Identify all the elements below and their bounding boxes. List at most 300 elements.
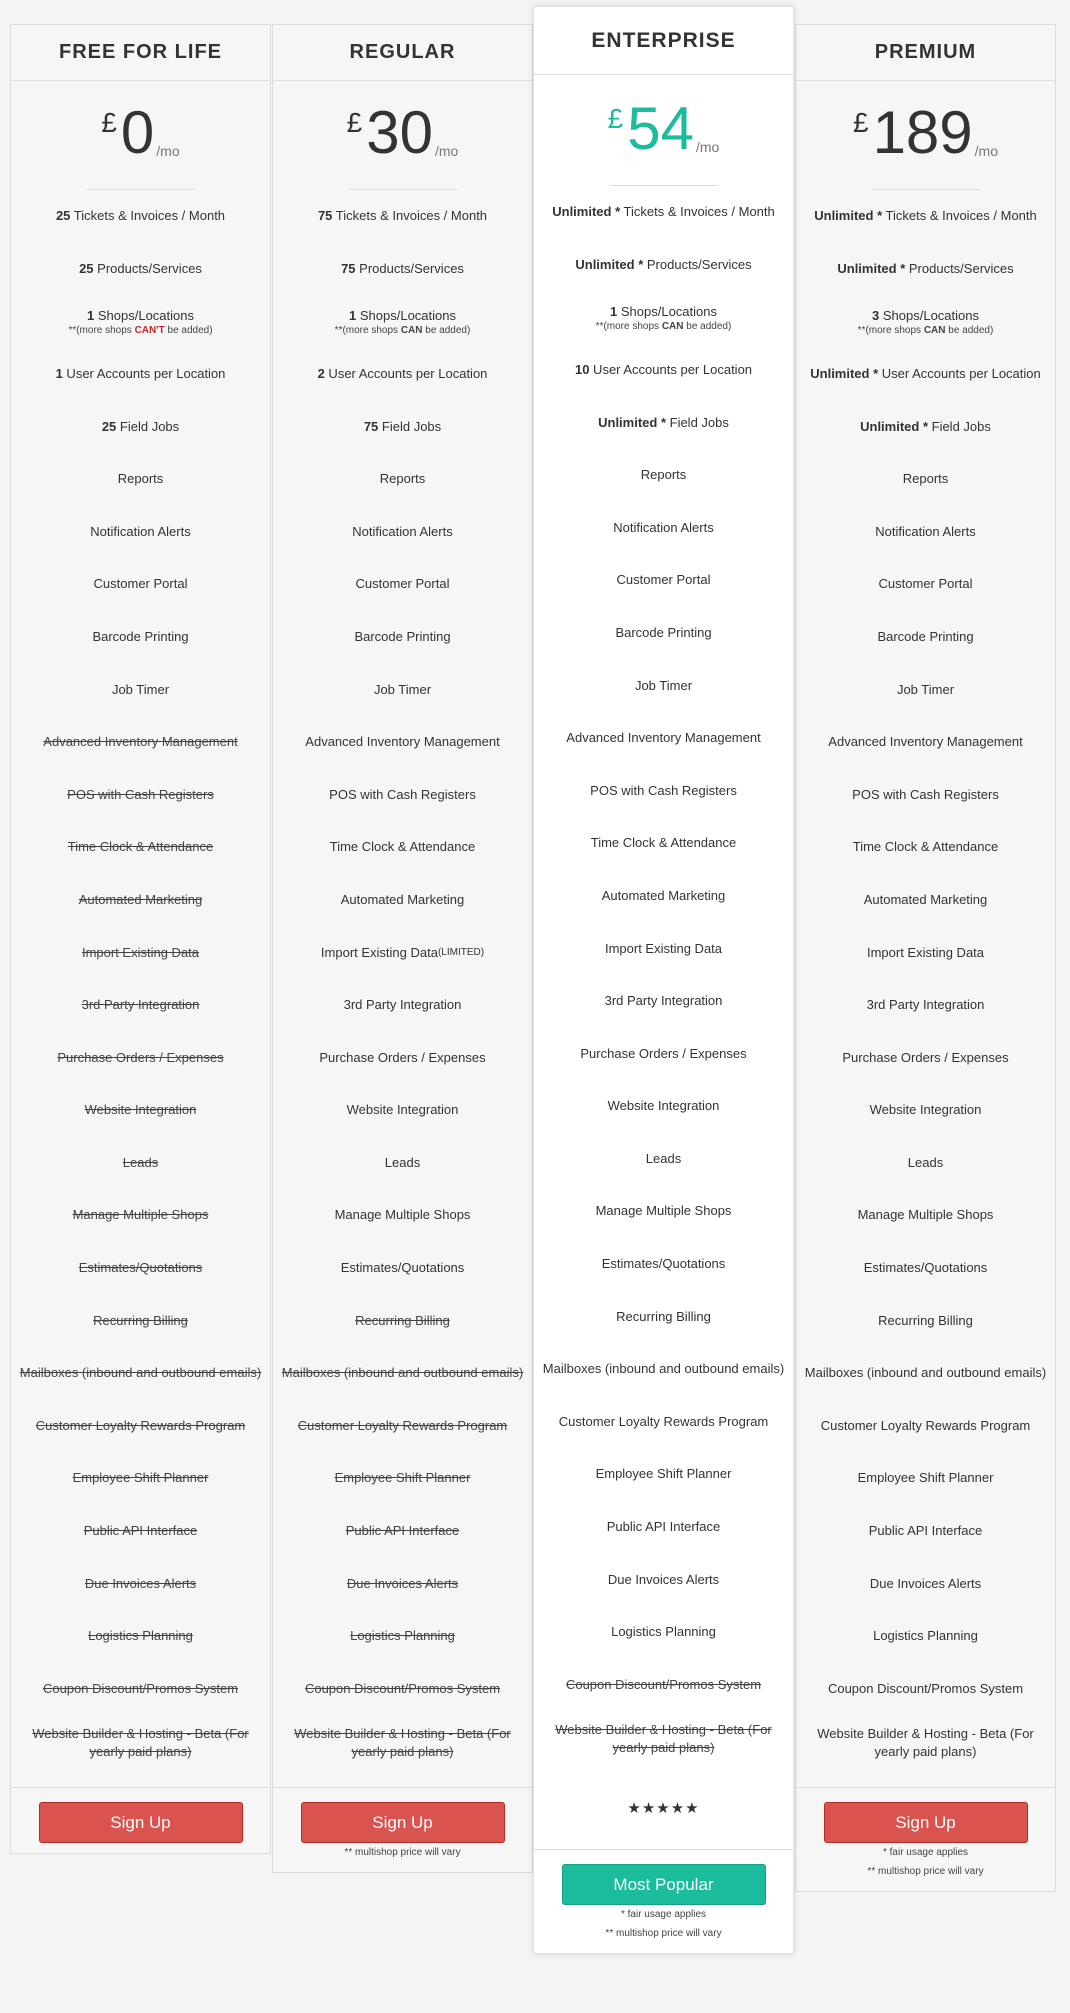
feature-item [534,1133,793,1186]
footnote-fair-usage: ** multishop price will vary [344,1847,461,1859]
feature-item [11,1189,270,1242]
tickets-label: Tickets & Invoices / Month [620,204,775,220]
feature-field-jobs [273,400,532,453]
feature-item [11,506,270,559]
feature-item [11,1663,270,1716]
feature-item [534,1080,793,1133]
feature-item [534,1606,793,1659]
plan-card-free-for-life [10,24,271,1854]
feature-label: Coupon Discount/Promos System [565,1676,762,1692]
feature-item [11,1452,270,1505]
price-amount: 0 [120,99,155,166]
feature-products [273,243,532,296]
feature-label: Website Builder & Hosting - Beta (For yearly paid plans) [294,1726,511,1760]
feature-item [273,1294,532,1347]
feature-field-jobs [796,400,1055,453]
feature-list [796,190,1055,453]
feature-item [534,607,793,660]
feature-label: Reports [379,471,426,487]
tickets-label: Tickets & Invoices / Month [332,208,488,224]
feature-item [796,979,1055,1032]
feature-item [273,663,532,716]
feature-label: Recurring Billing [878,1312,973,1328]
feature-item [534,1501,793,1554]
feature-label: Logistics Planning [350,1628,455,1644]
feature-label: Reports [640,467,687,483]
feature-item [796,1137,1055,1190]
feature-label: Employee Shift Planner [857,1470,994,1486]
plan-price [11,81,270,189]
feature-item [273,1452,532,1505]
feature-item [11,1400,270,1453]
feature-item [11,558,270,611]
feature-label: Employee Shift Planner [595,1466,732,1482]
feature-label: Customer Portal [878,576,973,592]
feature-item [796,1084,1055,1137]
footnote-multishop: ** multishop price will vary [867,1866,984,1878]
feature-item [273,558,532,611]
shops-note: **(more shops CAN be added) [595,321,732,333]
feature-label: Leads [645,1150,682,1166]
feature-label: POS with Cash Registers [852,786,999,802]
feature-item [273,1137,532,1190]
feature-label: Purchase Orders / Expenses [842,1049,1009,1065]
feature-label: Coupon Discount/Promos System [304,1680,501,1696]
feature-item [534,1238,793,1291]
feature-label: Purchase Orders / Expenses [57,1049,224,1065]
shops-count: 1 [87,307,95,323]
price-amount: 189 [872,99,973,166]
feature-item [273,926,532,979]
feature-item [273,1084,532,1137]
plan-footer [11,1787,270,1853]
feature-tickets [534,186,793,239]
signup-button[interactable]: Sign Up [824,1802,1028,1843]
feature-label: Website Integration [869,1102,982,1118]
feature-label: Import Existing Data [604,940,723,956]
feature-label: Due Invoices Alerts [869,1575,982,1591]
feature-item [11,1505,270,1558]
feature-item [796,1294,1055,1347]
users-label: User Accounts per Location [62,365,226,381]
feature-item [796,821,1055,874]
feature-label: Logistics Planning [611,1624,716,1640]
plan-title: PREMIUM [796,25,1055,81]
feature-field-jobs [534,396,793,449]
products-label: Products/Services [93,260,202,276]
feature-item [273,1400,532,1453]
feature-users [796,348,1055,401]
feature-label: Automated Marketing [340,891,465,907]
plan-card-regular [272,24,533,1873]
feature-item [11,1347,270,1400]
products-count: Unlimited * [575,256,644,272]
feature-label: Public API Interface [606,1519,721,1535]
feature-item [534,975,793,1028]
feature-label: Barcode Printing [877,628,974,644]
feature-label: Logistics Planning [873,1628,978,1644]
price-period: /mo [695,139,720,155]
most-popular-button[interactable]: Most Popular [562,1864,766,1905]
products-count: 75 [341,260,356,276]
feature-label: POS with Cash Registers [67,786,214,802]
feature-label: Import Existing Data [320,944,438,960]
feature-item [11,1715,270,1771]
feature-item [534,502,793,555]
feature-item [273,1610,532,1663]
feature-item [796,1347,1055,1400]
feature-label: Barcode Printing [92,628,189,644]
feature-item [796,716,1055,769]
feature-item [534,922,793,975]
feature-label: POS with Cash Registers [329,786,476,802]
feature-item [273,716,532,769]
feature-item [273,453,532,506]
price-currency: £ [101,107,117,138]
feature-label: Public API Interface [868,1523,983,1539]
feature-shops [796,295,1055,348]
feature-item [796,1452,1055,1505]
feature-item [11,979,270,1032]
feature-label: Website Builder & Hosting - Beta (For yearly paid plans) [32,1726,249,1760]
users-count: Unlimited * [810,365,879,381]
jobs-count: Unlimited * [860,418,929,434]
feature-label: Customer Portal [93,576,188,592]
feature-label: Barcode Printing [354,628,451,644]
feature-users [273,348,532,401]
feature-label: Manage Multiple Shops [72,1207,209,1223]
feature-item [534,554,793,607]
shops-note-key: CAN [400,325,423,337]
feature-label: Time Clock & Attendance [590,835,737,851]
generic-feature-list [273,453,532,1771]
feature-item [273,1557,532,1610]
feature-item [534,1659,793,1712]
feature-label: Barcode Printing [615,624,712,640]
feature-label: Due Invoices Alerts [84,1575,197,1591]
feature-label: Coupon Discount/Promos System [827,1680,1024,1696]
feature-label: Reports [117,471,164,487]
price-currency: £ [607,103,624,134]
feature-label: Recurring Billing [355,1312,450,1328]
feature-label: Job Timer [634,677,693,693]
feature-item [11,1294,270,1347]
plan-title: REGULAR [273,25,532,81]
plan-price [273,81,532,189]
feature-label: Employee Shift Planner [72,1470,209,1486]
feature-item [534,712,793,765]
feature-label: Advanced Inventory Management [43,734,238,750]
feature-label: Import Existing Data [866,944,985,960]
feature-label: Notification Alerts [352,523,453,539]
feature-label: Estimates/Quotations [78,1260,203,1276]
tickets-count: 75 [317,208,333,224]
generic-feature-list [534,449,793,1767]
feature-label: Leads [907,1154,944,1170]
feature-label: Automated Marketing [863,891,988,907]
feature-label: Manage Multiple Shops [857,1207,994,1223]
feature-label: Estimates/Quotations [340,1260,465,1276]
feature-label: Import Existing Data [81,944,200,960]
feature-item [534,870,793,923]
feature-tickets [11,190,270,243]
feature-item [534,817,793,870]
feature-item [534,765,793,818]
feature-label: Website Builder & Hosting - Beta (For yearly paid plans) [817,1726,1034,1760]
feature-label: 3rd Party Integration [604,993,723,1009]
feature-shops [273,295,532,348]
feature-users [534,344,793,397]
feature-item [273,1715,532,1771]
shops-note: **(more shops CAN'T be added) [68,325,213,337]
feature-item [11,821,270,874]
feature-item [796,1557,1055,1610]
feature-label: Time Clock & Attendance [329,839,476,855]
shops-note: **(more shops CAN be added) [334,325,471,337]
jobs-label: Field Jobs [378,418,442,434]
shops-label: Shops/Locations [356,307,456,323]
feature-label: Mailboxes (inbound and outbound emails) [804,1365,1047,1381]
feature-label: Notification Alerts [613,519,714,535]
jobs-count: 75 [363,418,379,434]
feature-label: Advanced Inventory Management [566,730,761,746]
feature-item [273,769,532,822]
feature-item [796,1189,1055,1242]
feature-label: Customer Portal [355,576,450,592]
feature-shops [534,291,793,344]
plan-footer [796,1787,1055,1891]
footnote-fair-usage: * fair usage applies [620,1909,707,1921]
feature-label: Reports [902,471,949,487]
plan-price [796,81,1055,189]
feature-item [11,716,270,769]
feature-label: Manage Multiple Shops [334,1207,471,1223]
shops-count: 1 [610,303,618,319]
feature-label: Manage Multiple Shops [595,1203,732,1219]
feature-item [11,1137,270,1190]
feature-label: Customer Loyalty Rewards Program [558,1413,769,1429]
users-label: User Accounts per Location [324,365,488,381]
signup-button[interactable]: Sign Up [301,1802,505,1843]
feature-list [534,186,793,449]
signup-button[interactable]: Sign Up [39,1802,243,1843]
plan-card-premium [795,24,1056,1892]
feature-label: Recurring Billing [616,1308,711,1324]
feature-label: Job Timer [373,681,432,697]
jobs-label: Field Jobs [666,414,729,430]
feature-label: Leads [122,1154,159,1170]
tickets-count: 25 [55,208,71,224]
feature-label: Customer Loyalty Rewards Program [297,1417,508,1433]
jobs-count: Unlimited * [598,414,667,430]
feature-item [534,1028,793,1081]
jobs-label: Field Jobs [928,418,991,434]
feature-item [796,611,1055,664]
feature-item [273,821,532,874]
plan-title: ENTERPRISE [534,7,793,75]
feature-item [796,1663,1055,1716]
shops-note-key: CAN [923,325,946,337]
price-period: /mo [434,143,459,159]
feature-item [796,1505,1055,1558]
feature-label: Customer Loyalty Rewards Program [35,1417,246,1433]
shops-note-key: CAN'T [134,325,165,337]
products-label: Products/Services [643,256,752,272]
feature-item [534,1396,793,1449]
feature-label: Advanced Inventory Management [828,734,1023,750]
feature-label: Mailboxes (inbound and outbound emails) [19,1365,262,1381]
feature-label: Website Builder & Hosting - Beta (For yearly paid plans) [555,1722,772,1756]
feature-label: Recurring Billing [93,1312,188,1328]
feature-label: Due Invoices Alerts [607,1571,720,1587]
feature-label: Public API Interface [345,1523,460,1539]
feature-item [534,1553,793,1606]
feature-item [796,506,1055,559]
jobs-label: Field Jobs [116,418,180,434]
generic-feature-list [11,453,270,1771]
feature-item [11,1610,270,1663]
feature-label: Job Timer [111,681,170,697]
feature-products [796,243,1055,296]
feature-label: Website Integration [346,1102,459,1118]
plan-footer [534,1849,793,1953]
feature-item [273,1189,532,1242]
feature-item [534,1290,793,1343]
feature-label: Estimates/Quotations [601,1256,726,1272]
feature-label: Automated Marketing [78,891,203,907]
feature-item [273,1505,532,1558]
feature-item [796,1715,1055,1771]
feature-item [11,1557,270,1610]
price-period: /mo [974,143,999,159]
feature-label: Time Clock & Attendance [67,839,214,855]
users-count: 1 [55,365,63,381]
feature-label: Due Invoices Alerts [346,1575,459,1591]
import-limited-note: (LIMITED) [437,946,485,958]
feature-products [11,243,270,296]
feature-label: Job Timer [896,681,955,697]
feature-item [796,1242,1055,1295]
products-label: Products/Services [355,260,464,276]
users-label: User Accounts per Location [878,365,1041,381]
shops-label: Shops/Locations [617,303,717,319]
feature-item [11,926,270,979]
feature-users [11,348,270,401]
feature-item [11,769,270,822]
shops-count: 3 [872,307,880,323]
feature-label: Purchase Orders / Expenses [319,1049,486,1065]
plan-card-enterprise [533,6,794,1954]
feature-label: 3rd Party Integration [343,997,462,1013]
price-amount: 54 [627,95,694,162]
feature-item [11,1242,270,1295]
products-count: Unlimited * [837,260,906,276]
feature-label: Customer Portal [616,572,711,588]
feature-list [11,190,270,453]
feature-item [273,611,532,664]
feature-item [534,659,793,712]
feature-item [796,453,1055,506]
feature-shops [11,295,270,348]
feature-label: Purchase Orders / Expenses [580,1045,747,1061]
feature-item [796,769,1055,822]
shops-label: Shops/Locations [879,307,979,323]
plan-price [534,75,793,185]
tickets-count: Unlimited * [552,204,621,220]
feature-label: Leads [384,1154,421,1170]
footnote-fair-usage: * fair usage applies [882,1847,969,1859]
feature-item [534,449,793,502]
feature-item [796,558,1055,611]
feature-label: 3rd Party Integration [866,997,985,1013]
feature-item [11,663,270,716]
users-label: User Accounts per Location [589,361,753,377]
feature-label: Notification Alerts [875,523,976,539]
plan-title: FREE FOR LIFE [11,25,270,81]
feature-item [273,1347,532,1400]
feature-label: Website Integration [84,1102,197,1118]
feature-item [273,979,532,1032]
feature-item [11,453,270,506]
feature-item [534,1185,793,1238]
products-count: 25 [79,260,94,276]
feature-label: Logistics Planning [88,1628,193,1644]
feature-label: Public API Interface [83,1523,198,1539]
shops-note: **(more shops CAN be added) [857,325,994,337]
feature-item [796,663,1055,716]
feature-item [534,1711,793,1767]
feature-products [534,239,793,292]
feature-label: Customer Loyalty Rewards Program [820,1417,1031,1433]
feature-label: Mailboxes (inbound and outbound emails) [542,1361,785,1377]
users-count: 10 [574,361,590,377]
shops-label: Shops/Locations [94,307,194,323]
feature-label: 3rd Party Integration [81,997,200,1013]
price-currency: £ [346,107,363,138]
plan-footer [273,1787,532,1872]
jobs-count: 25 [101,418,117,434]
feature-item [534,1343,793,1396]
feature-item [273,1032,532,1085]
feature-item [796,1610,1055,1663]
feature-list [273,190,532,453]
generic-feature-list [796,453,1055,1771]
feature-label: Website Integration [607,1098,720,1114]
feature-label: Advanced Inventory Management [305,734,500,750]
tickets-label: Tickets & Invoices / Month [882,208,1037,224]
feature-item [534,1448,793,1501]
feature-label: Mailboxes (inbound and outbound emails) [281,1365,524,1381]
tickets-label: Tickets & Invoices / Month [70,208,226,224]
feature-tickets [796,190,1055,243]
products-label: Products/Services [905,260,1014,276]
price-currency: £ [852,107,869,138]
price-period: /mo [156,143,180,159]
feature-item [796,926,1055,979]
feature-item [273,1242,532,1295]
price-amount: 30 [366,99,433,166]
feature-label: Automated Marketing [601,887,726,903]
feature-item [11,611,270,664]
feature-label: Coupon Discount/Promos System [42,1680,239,1696]
feature-label: POS with Cash Registers [590,782,737,798]
feature-tickets [273,190,532,243]
feature-field-jobs [11,400,270,453]
shops-count: 1 [349,307,357,323]
feature-item [273,1663,532,1716]
feature-item [796,1400,1055,1453]
feature-label: Time Clock & Attendance [852,839,999,855]
